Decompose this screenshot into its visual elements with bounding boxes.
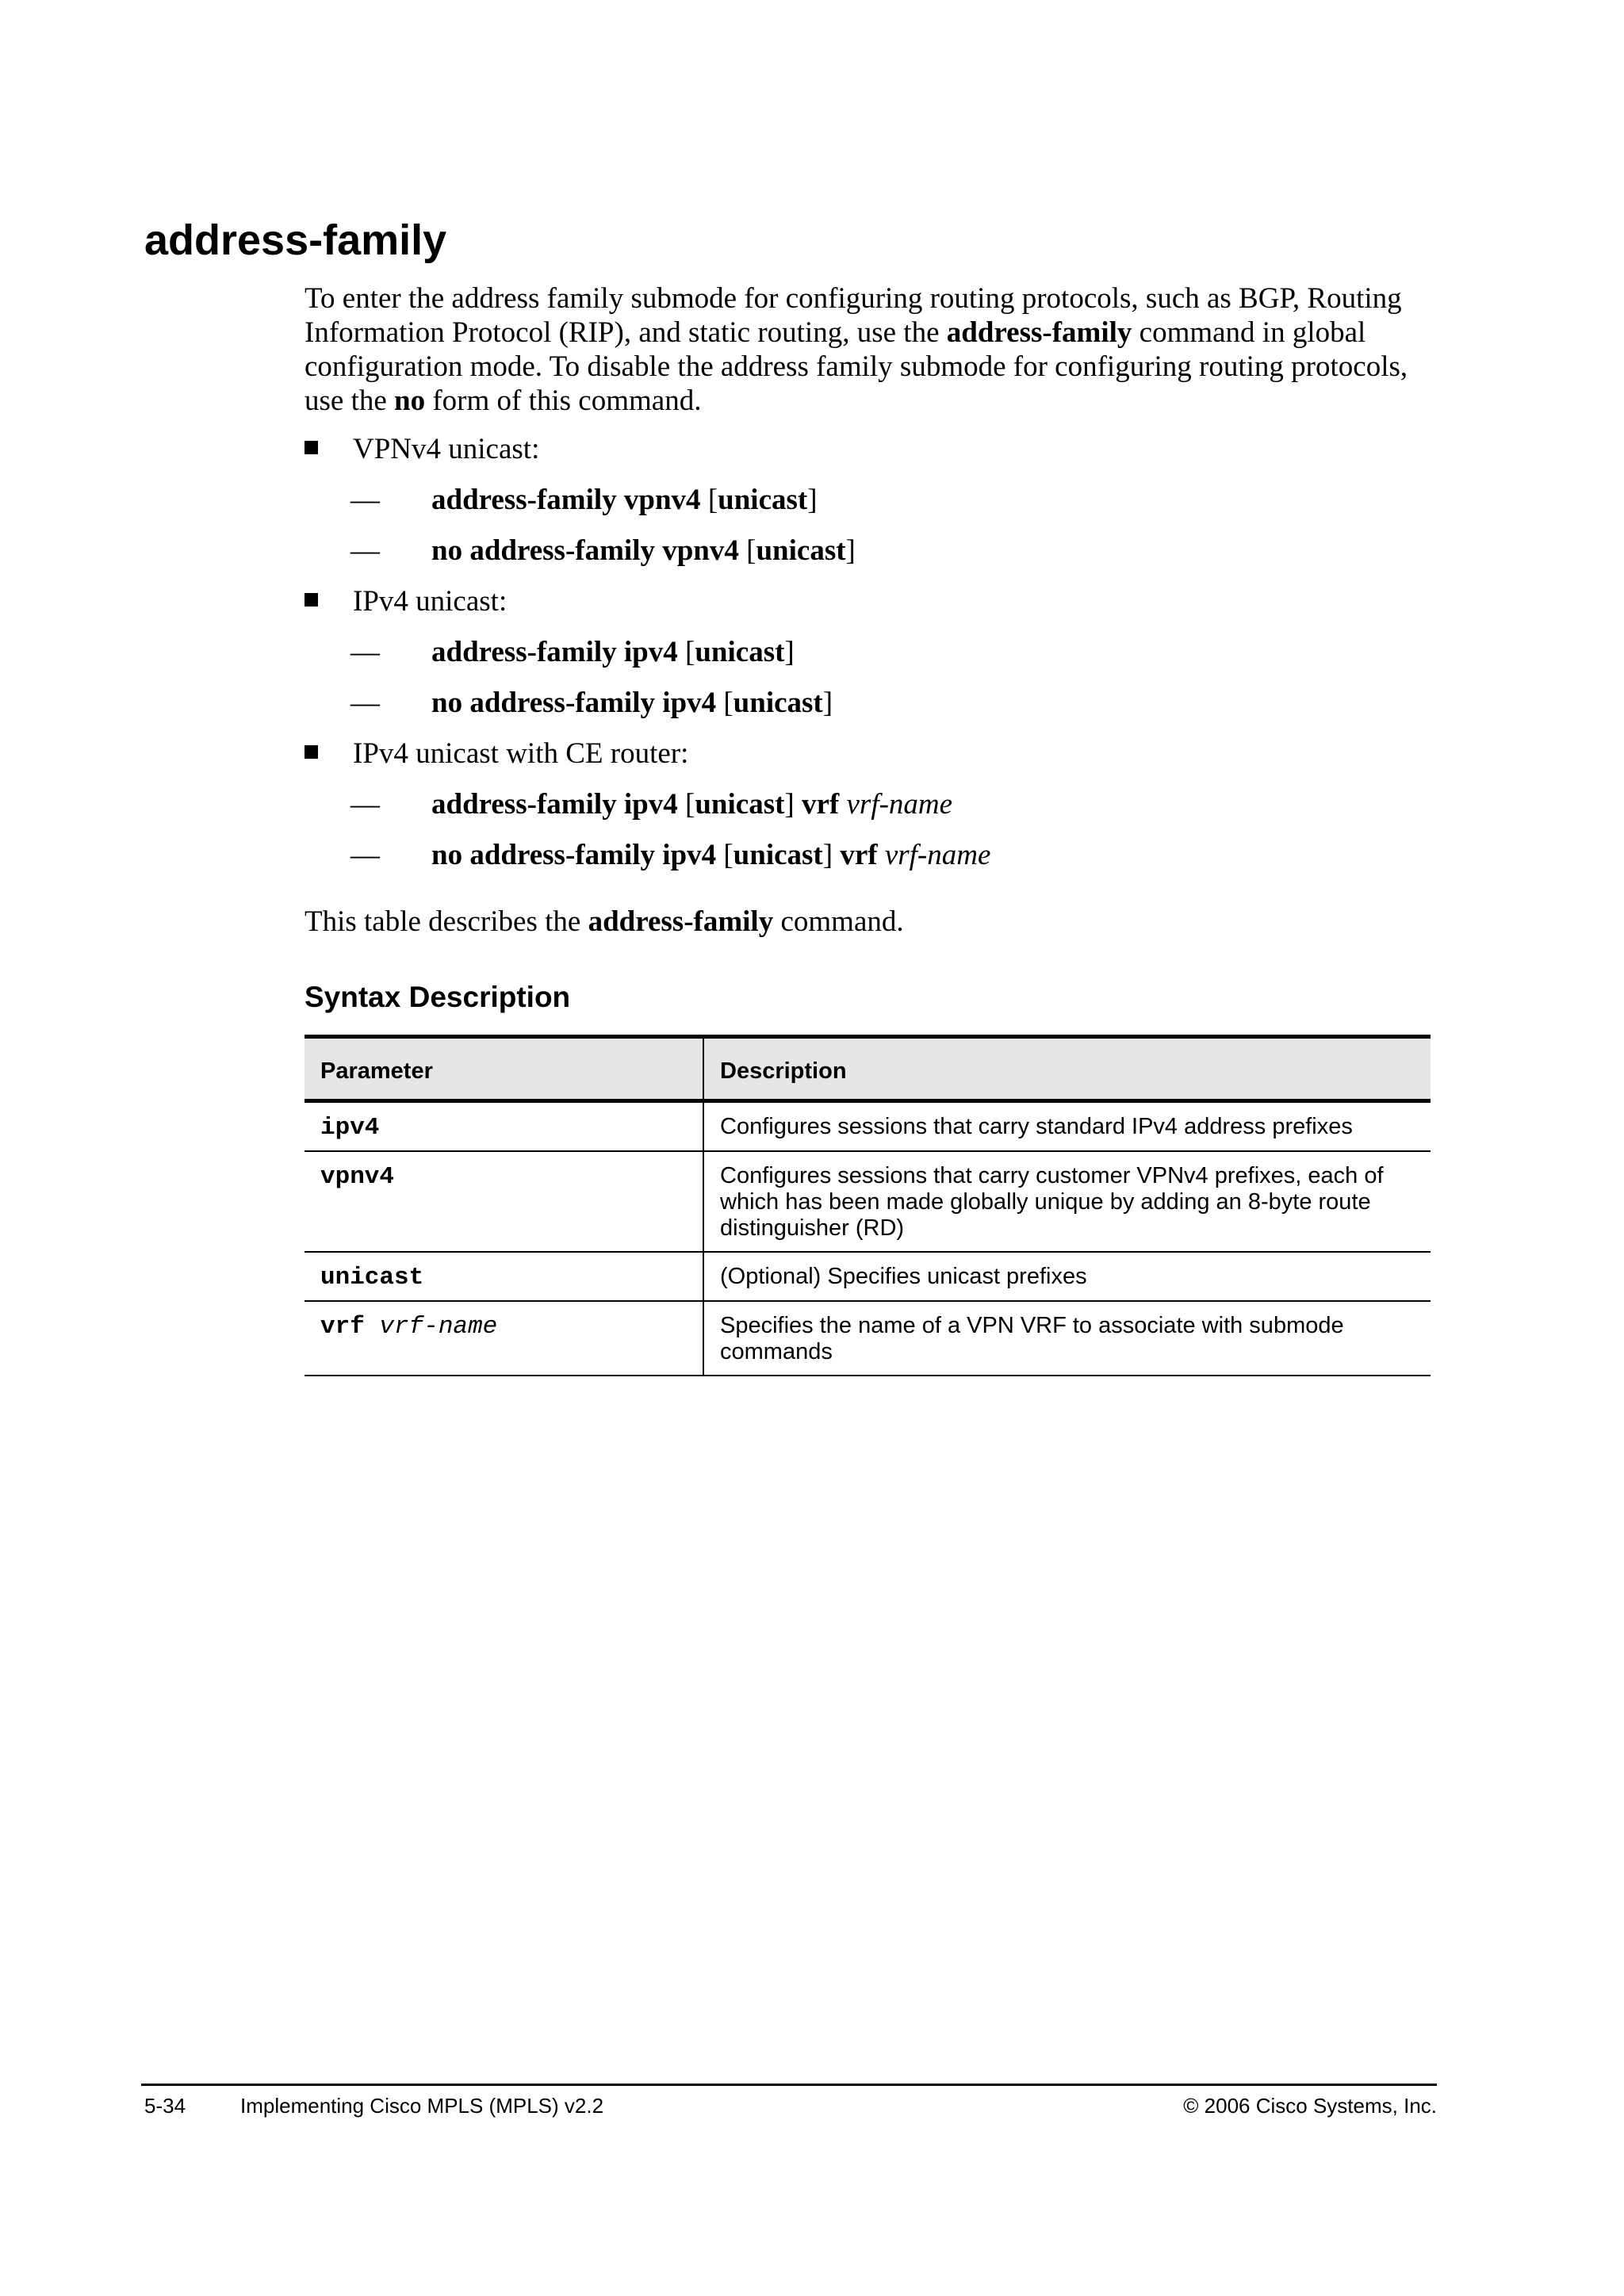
dash-marker: — [350, 534, 380, 567]
table-intro-paragraph [304, 905, 1431, 939]
list-item-ipv4-ce [304, 737, 1431, 889]
section-heading: Syntax Description [304, 981, 571, 1013]
dash-marker: — [350, 687, 380, 719]
parameter-cell [304, 1301, 703, 1376]
bracket-close: ] [784, 788, 802, 821]
optional-keyword: unicast [695, 636, 785, 668]
table-row [304, 1252, 1431, 1301]
command-keyword: address-family vpnv4 [431, 484, 701, 516]
square-bullet-icon [304, 441, 318, 454]
bracket-close: ] [845, 534, 856, 567]
parameter-name: unicast [320, 1264, 424, 1292]
parameter-argument: vrf-name [364, 1313, 498, 1341]
bracket-open: [ [700, 484, 718, 516]
bracket-close: ] [822, 839, 841, 871]
bullet-label: IPv4 unicast: [353, 585, 508, 618]
bracket-open: [ [677, 636, 695, 668]
parameter-cell [304, 1151, 703, 1252]
list-item-ipv4 [304, 584, 1431, 737]
description-cell: Specifies the name of a VPN VRF to associate with submode commands [703, 1301, 1431, 1376]
bracket-close: ] [784, 636, 795, 668]
parameter-name: vrf [320, 1313, 365, 1341]
command-line [304, 787, 1431, 838]
intro-text-3: form of this command. [425, 385, 702, 417]
optional-keyword: unicast [695, 788, 785, 821]
command-line [304, 534, 1431, 584]
dash-marker: — [350, 839, 380, 871]
parameter-cell [304, 1101, 703, 1152]
table-row [304, 1301, 1431, 1376]
command-list [304, 787, 1431, 889]
intro-text-1: To enter the address family submode for configuring routing protocols, such as BGP, Routing Information Protocol (RIP), and static routing, use the [304, 282, 1402, 349]
dash-marker: — [350, 788, 380, 821]
command-list [304, 483, 1431, 584]
command-list [304, 635, 1431, 737]
parameter-name: ipv4 [320, 1114, 380, 1142]
optional-keyword: unicast [756, 534, 846, 567]
square-bullet-icon [304, 593, 318, 607]
dash-marker: — [350, 484, 380, 516]
bracket-close: ] [807, 484, 818, 516]
dash-marker: — [350, 636, 380, 668]
table-header-row [304, 1037, 1431, 1101]
command-line [304, 838, 1431, 889]
bracket-close: ] [822, 687, 833, 719]
parameter-cell [304, 1252, 703, 1301]
page-number: 5-34 [144, 2094, 186, 2118]
description-cell: (Optional) Specifies unicast prefixes [703, 1252, 1431, 1301]
optional-keyword: unicast [733, 687, 823, 719]
bracket-open: [ [716, 687, 733, 719]
square-bullet-icon [304, 745, 318, 759]
bullet-line [304, 432, 1431, 483]
command-line [304, 635, 1431, 686]
command-line [304, 483, 1431, 534]
bullet-label: IPv4 unicast with CE router: [353, 737, 689, 770]
command-keyword: no address-family ipv4 [431, 839, 717, 871]
command-keyword: no address-family vpnv4 [431, 534, 739, 567]
list-item-vpnv4 [304, 432, 1431, 584]
optional-keyword: unicast [718, 484, 808, 516]
bullet-line [304, 737, 1431, 787]
table-intro-text-2: command. [773, 905, 904, 938]
command-keyword: no address-family ipv4 [431, 687, 717, 719]
footer-divider [141, 2084, 1437, 2086]
bullet-label: VPNv4 unicast: [353, 433, 540, 465]
command-line [304, 686, 1431, 737]
optional-keyword: unicast [733, 839, 823, 871]
column-header-description: Description [703, 1037, 1431, 1101]
vrf-keyword: vrf [802, 788, 840, 821]
course-title: Implementing Cisco MPLS (MPLS) v2.2 [240, 2094, 604, 2118]
table-intro-text-1: This table describes the [304, 905, 588, 938]
intro-paragraph [304, 281, 1431, 418]
command-keyword: address-family ipv4 [431, 788, 678, 821]
intro-no-keyword: no [394, 385, 426, 417]
bullet-line [304, 584, 1431, 635]
description-cell: Configures sessions that carry customer VPNv4 prefixes, each of which has been made globally unique by adding an 8-byte route distinguisher (RD) [703, 1151, 1431, 1252]
syntax-forms-list [304, 432, 1431, 889]
parameter-name: vpnv4 [320, 1163, 395, 1191]
intro-text-2: command in global configuration mode. To disable the address family submode for configuring routing protocols, use the [304, 316, 1408, 417]
vrf-name-argument: vrf-name [839, 788, 953, 821]
body-content [304, 281, 1431, 1376]
table-intro-command: address-family [588, 905, 774, 938]
bracket-open: [ [716, 839, 733, 871]
vrf-keyword: vrf [840, 839, 878, 871]
command-keyword: address-family ipv4 [431, 636, 678, 668]
table-row [304, 1151, 1431, 1252]
syntax-description-table [304, 1035, 1431, 1376]
copyright-notice: © 2006 Cisco Systems, Inc. [1183, 2094, 1437, 2118]
description-cell: Configures sessions that carry standard IPv4 address prefixes [703, 1101, 1431, 1152]
page-title: address-family [144, 216, 447, 264]
bracket-open: [ [677, 788, 695, 821]
vrf-name-argument: vrf-name [877, 839, 991, 871]
column-header-parameter: Parameter [304, 1037, 703, 1101]
table-row [304, 1101, 1431, 1152]
intro-command: address-family [946, 316, 1132, 349]
bracket-open: [ [738, 534, 756, 567]
